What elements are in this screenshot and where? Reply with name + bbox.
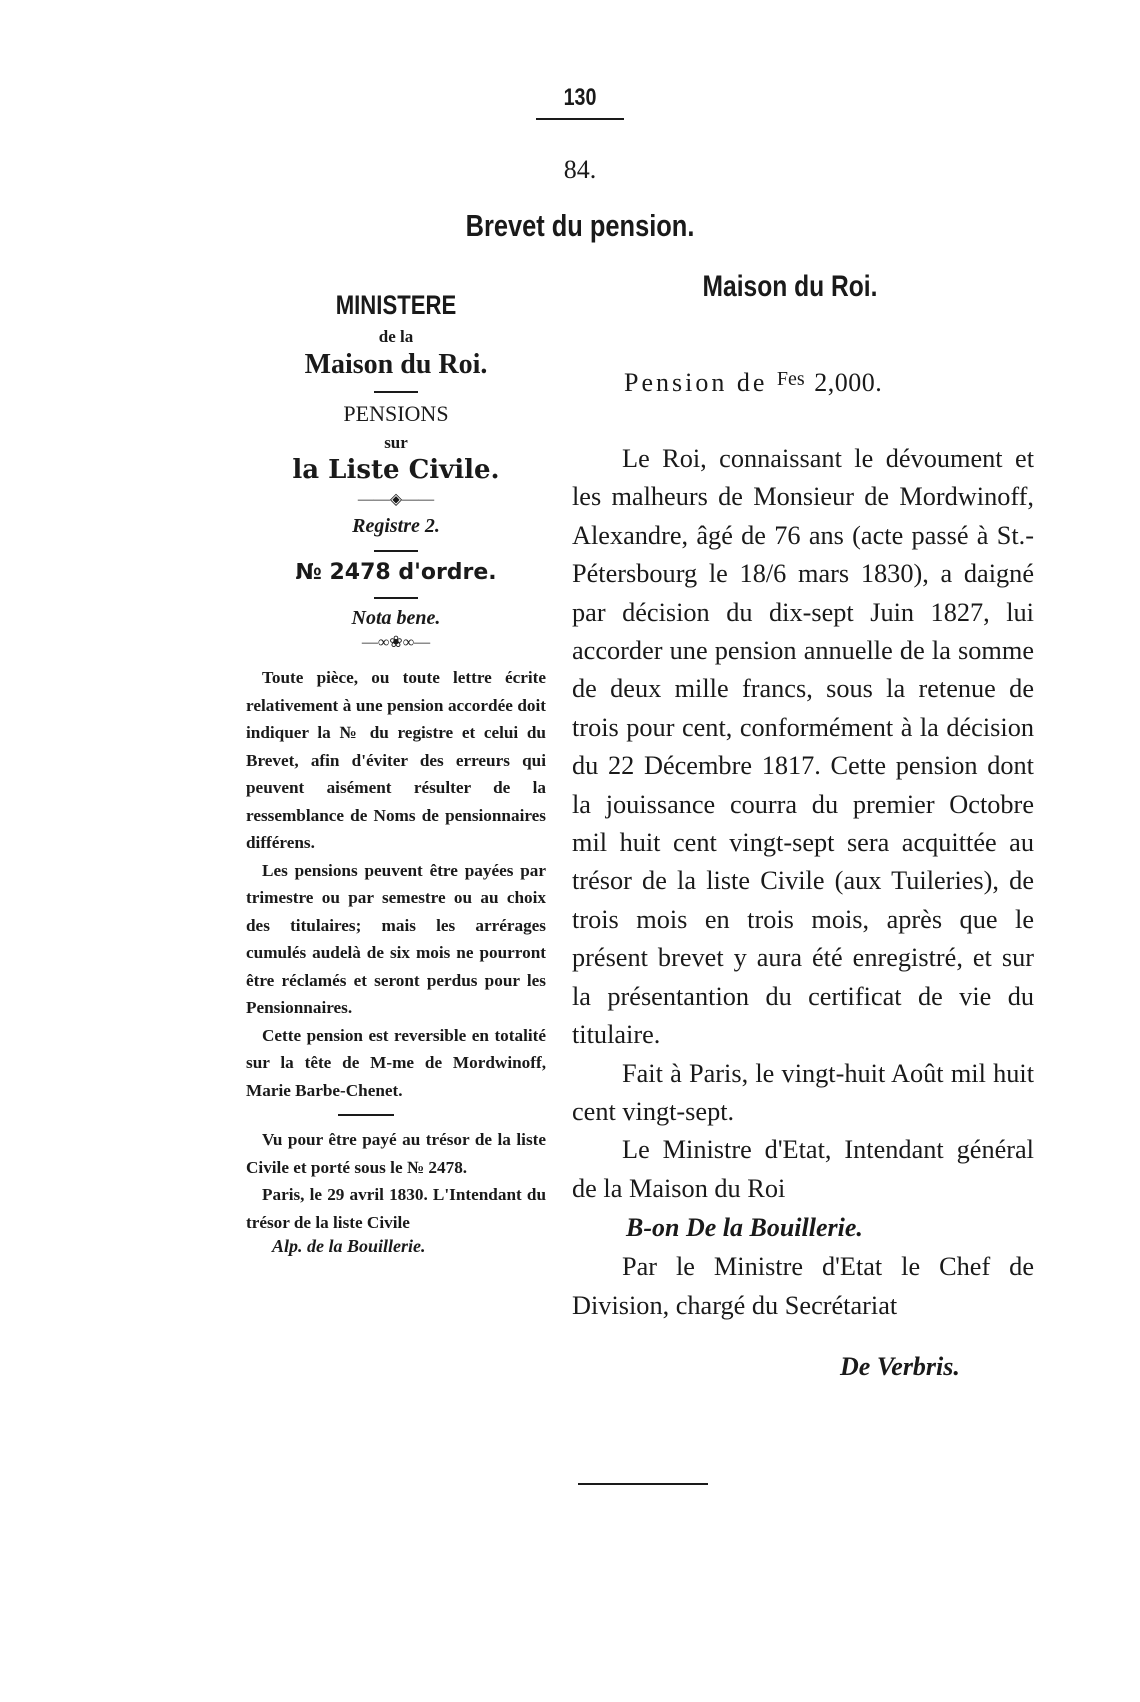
left-signature: Alp. de la Bouillerie. (272, 1236, 426, 1256)
pension-fes: Fes (776, 368, 805, 390)
page-number: 130 (563, 84, 597, 111)
decree-paragraph: Le Roi, connaissant le dévoument et les malheurs de Monsieur de Mordwinoff, Alexandre, âgé de 76 ans (acte passé à St.-Pétersbourg le 18/6 mars 1830), a daigné par décision du dix-sept Juin 1827, lui accorder une pension annuelle de la somme de deux mille francs, sous la retenue de trois pour cent, conformément à la décision du 22 Décembre 1817. Cette pension dont la jouissance courra du premier Octobre mil huit cent vingt-sept sera acquittée au trésor de la liste Civile (aux Tuileries), de trois mois en trois mois, après que le présent brevet y aura été enregistré, et sur la présentantion du certificat de vie du titulaire. (572, 444, 1034, 1050)
reversibility-paragraph: Cette pension est reversible en totalité sur la tête de M-me de Mordwinoff, Marie Barbe-Chenet. (246, 1025, 546, 1100)
bouillerie-signature: B-on De la Bouillerie. (626, 1213, 863, 1243)
registre-label: Registre 2. (352, 515, 440, 537)
liste-civile-heading: la Liste Civile. (292, 455, 500, 485)
sur-label: sur (384, 433, 408, 452)
pensions-heading: PENSIONS (343, 401, 449, 426)
ornament-divider: —∞❀∞— (361, 634, 431, 651)
fait-paragraph: Fait à Paris, le vingt-huit Août mil huit cent vingt-sept. (572, 1058, 1034, 1126)
pension-label: Pension de (624, 368, 768, 397)
pension-amount: 2,000. (814, 368, 883, 397)
nota-bene-heading: Nota bene. (351, 607, 441, 629)
ornament-divider: ——◈—— (357, 491, 435, 508)
document-title: Brevet du pension. (465, 208, 695, 243)
page-number-rule (536, 118, 624, 120)
pension-amount-line (624, 368, 1004, 398)
maison-du-roi-title: Maison du Roi. (702, 270, 878, 303)
ministere-heading: MINISTERE (335, 290, 457, 320)
divider-rule (374, 597, 418, 599)
right-column (572, 440, 1034, 1387)
de-la-label: de la (378, 327, 414, 346)
nota-paragraph: Toute pièce, ou toute lettre écrite relativement à une pension accordée doit indiquer la № du registre et celui du Brevet, afin d'éviter des erreurs qui peuvent aisément résulter de la ressemblance de Noms de pensionnaires différens. (246, 668, 546, 852)
divider-rule (374, 550, 418, 552)
divider-rule (338, 1114, 394, 1116)
date-paragraph: Paris, le 29 avril 1830. L'Intendant du trésor de la liste Civile (246, 1185, 546, 1232)
division-paragraph: Par le Ministre d'Etat le Chef de Division, chargé du Secrétariat (572, 1252, 1034, 1320)
bottom-rule (578, 1483, 708, 1485)
ordre-number: № 2478 d'ordre. (295, 560, 497, 585)
left-column (246, 290, 546, 1257)
document-number: 84. (563, 155, 597, 184)
ministre-paragraph: Le Ministre d'Etat, Intendant général de la Maison du Roi (572, 1135, 1034, 1203)
verbris-signature: De Verbris. (840, 1351, 960, 1381)
payment-paragraph: Les pensions peuvent être payées par trimestre ou par semestre ou au choix des titulaires; mais les arrérages cumulés audelà de six mois ne pourront être réclamés et seront perdus pour les Pensionnaires. (246, 860, 546, 1017)
maison-du-roi-heading: Maison du Roi. (304, 349, 488, 380)
treasury-paragraph: Vu pour être payé au trésor de la liste Civile et porté sous le № 2478. (246, 1130, 546, 1177)
divider-rule (374, 391, 418, 393)
